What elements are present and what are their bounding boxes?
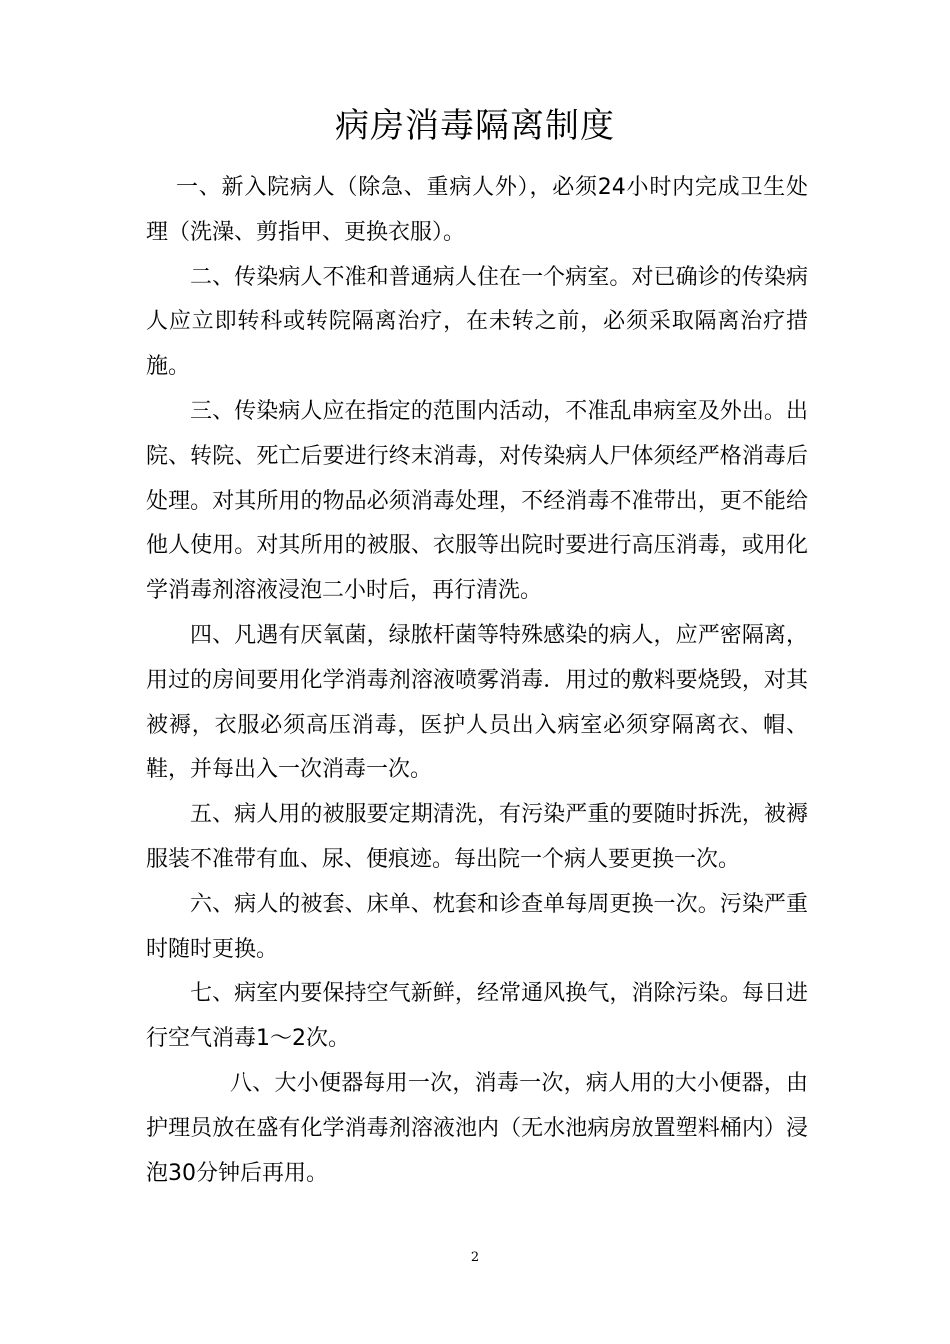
- document-body: [146, 166, 808, 1196]
- paragraph-2: 二、传染病人不准和普通病人住在一个病室。对已确诊的传染病人应立即转科或转院隔离治疗，在未转之前，必须采取隔离治疗措施。: [146, 264, 808, 380]
- page-title: 病房消毒隔离制度: [335, 106, 615, 146]
- paragraph-7: 七、病室内要保持空气新鲜，经常通风换气，消除污染。每日进行空气消毒1～2次。: [146, 981, 808, 1052]
- paragraph-3: 三、传染病人应在指定的范围内活动，不准乱串病室及外出。出院、转院、死亡后要进行终末消毒，对传染病人尸体须经严格消毒后处理。对其所用的物品必须消毒处理，不经消毒不准带出，更不能给他人使用。对其所用的被服、衣服等出院时要进行高压消毒，或用化学消毒剂溶液浸泡二小时后，再行清洗。: [146, 398, 808, 604]
- paragraph-4: 四、凡遇有厌氧菌，绿脓杆菌等特殊感染的病人，应严密隔离，用过的房间要用化学消毒剂溶液喷雾消毒．用过的敷料要烧毁，对其被褥，衣服必须高压消毒，医护人员出入病室必须穿隔离衣、帽、鞋，并每出入一次消毒一次。: [146, 622, 808, 783]
- paragraph-5: 五、病人用的被服要定期清洗，有污染严重的要随时拆洗，被褥服装不准带有血、尿、便痕迹。每出院一个病人要更换一次。: [146, 802, 808, 872]
- paragraph-8: 八、大小便器每用一次，消毒一次，病人用的大小便器，由护理员放在盛有化学消毒剂溶液池内（无水池病房放置塑料桶内）浸泡30分钟后再用。: [146, 1070, 808, 1186]
- paragraph-1: 一、新入院病人（除急、重病人外），必须24小时内完成卫生处理（洗澡、剪指甲、更换衣服）。: [146, 175, 808, 245]
- page-number: 2: [470, 1250, 480, 1265]
- paragraph-6: 六、病人的被套、床单、枕套和诊查单每周更换一次。污染严重时随时更换。: [146, 891, 808, 962]
